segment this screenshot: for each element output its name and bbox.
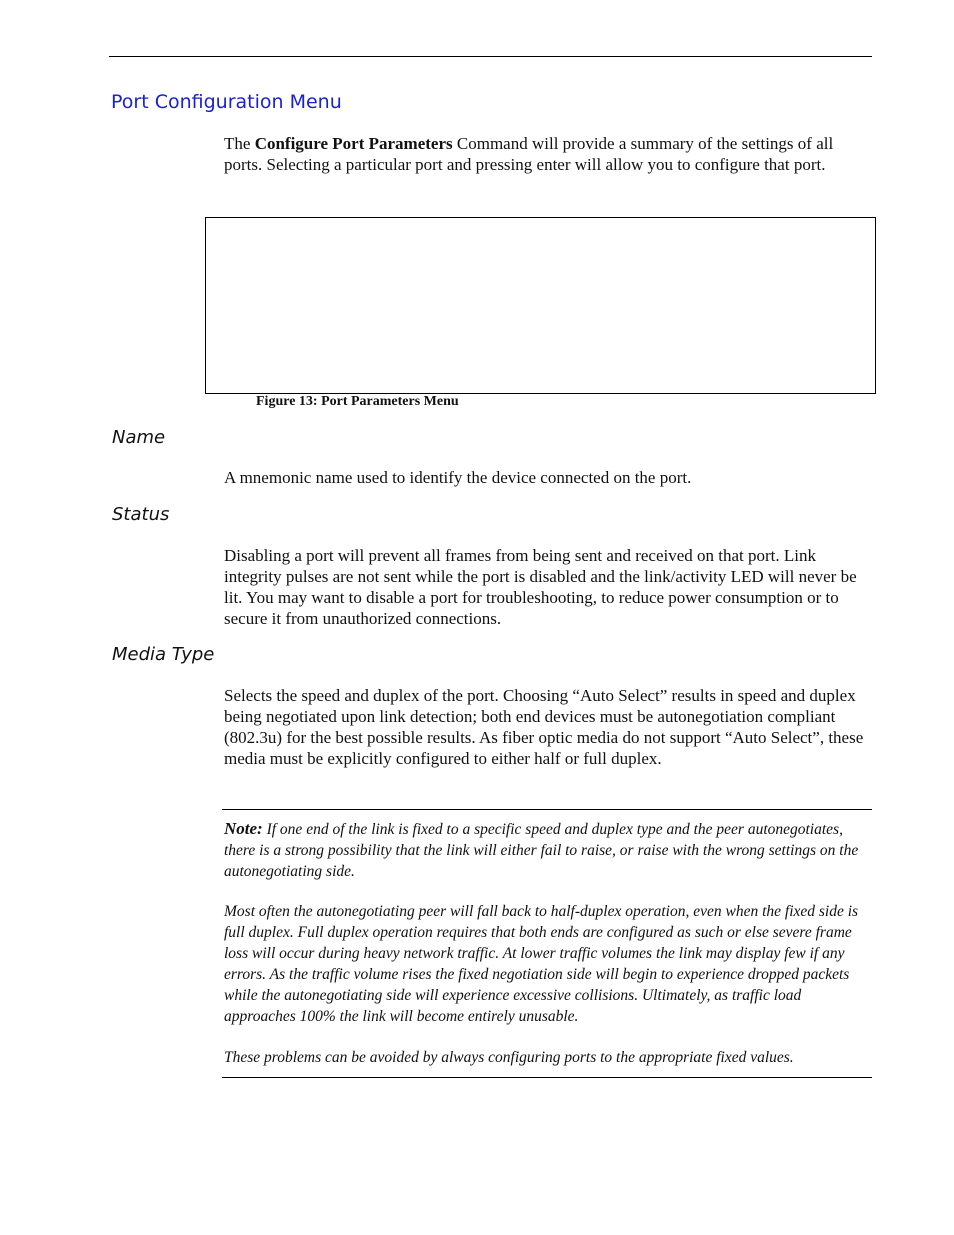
heading-media-type: Media Type <box>112 644 215 665</box>
figure-caption: Figure 13: Port Parameters Menu <box>256 394 459 409</box>
page-title: Port Configuration Menu <box>111 91 342 113</box>
name-paragraph: A mnemonic name used to identify the device connected on the port. <box>224 468 692 487</box>
note-label: Note: <box>224 819 263 838</box>
intro-paragraph <box>224 133 874 175</box>
note-paragraph-3: These problems can be avoided by always configuring ports to the appropriate fixed values. <box>224 1049 794 1066</box>
header-rule <box>109 56 872 57</box>
note-top-rule <box>222 809 872 810</box>
figure-placeholder <box>205 217 876 394</box>
media-type-paragraph: Selects the speed and duplex of the port. Choosing “Auto Select” results in speed and duplex being negotiated upon link detection; both end devices must be autonegotiation compliant (802.3u) for the best possible results. As fiber optic media do not support “Auto Select”, these media must be explicitly configured to either half or full duplex. <box>224 686 864 768</box>
note-paragraph-2: Most often the autonegotiating peer will fall back to half-duplex operation, even when the fixed side is full duplex. Full duplex operation requires that both ends are configured as such or else severe frame loss will occur during heavy network traffic. At lower traffic volumes the link may display few if any errors. As the traffic volume rises the fixed negotiation side will begin to experience dropped packets while the autonegotiating side will experience excessive collisions. Ultimately, as traffic load approaches 100% the link will become entirely unusable. <box>224 903 859 1025</box>
note-text-1: If one end of the link is fixed to a specific speed and duplex type and the peer autonegotiates, there is a strong possibility that the link will either fail to raise, or raise with the wrong settings on the autonegotiating side. <box>224 821 859 880</box>
status-paragraph: Disabling a port will prevent all frames from being sent and received on that port. Link integrity pulses are not sent while the port is disabled and the link/activity LED will never be lit. You may want to disable a port for troubleshooting, to reduce power consumption or to secure it from unauthorized connections. <box>224 546 857 628</box>
note-paragraph-1 <box>224 818 872 882</box>
note-bottom-rule <box>222 1077 872 1078</box>
heading-name: Name <box>112 427 166 448</box>
intro-prefix: The <box>224 134 255 153</box>
heading-status: Status <box>112 504 170 525</box>
intro-suffix: Command will provide a summary of the settings of all ports. Selecting a particular port and pressing enter will allow you to configure that port. <box>224 134 834 174</box>
command-name: Configure Port Parameters <box>254 134 453 153</box>
